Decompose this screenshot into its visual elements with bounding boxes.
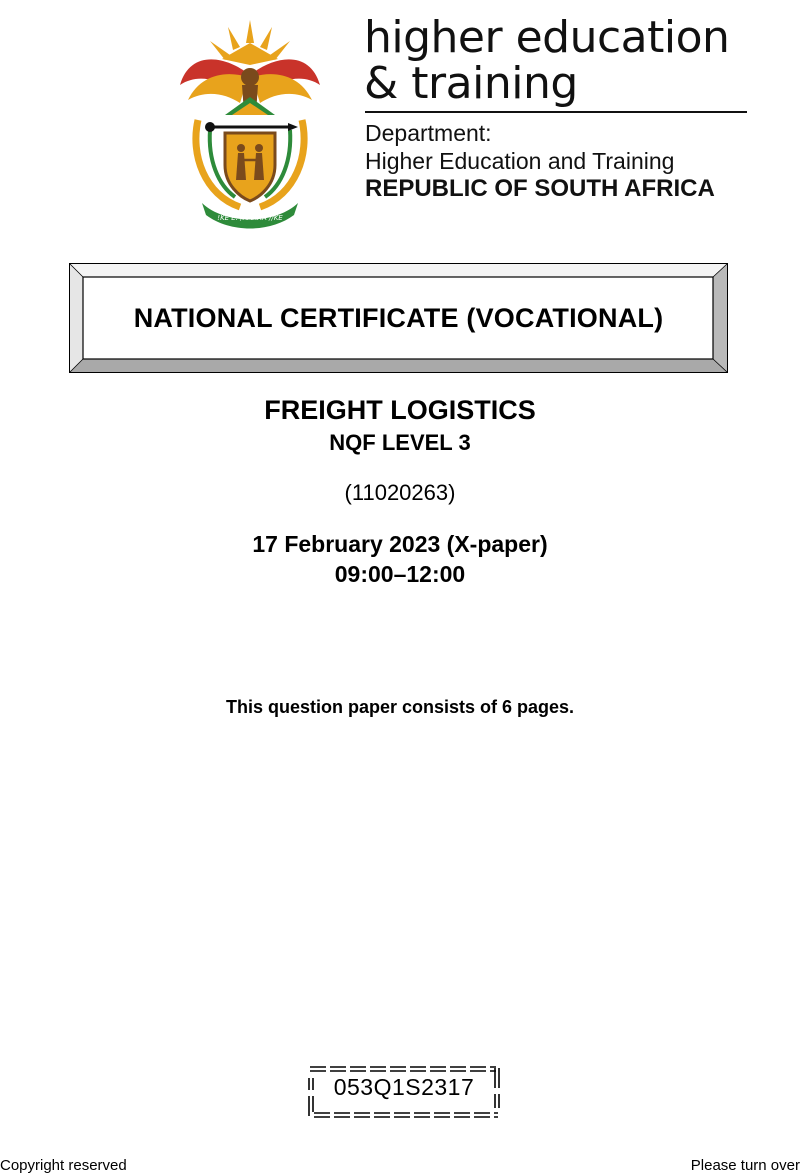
qualification-title: NATIONAL CERTIFICATE (VOCATIONAL) bbox=[133, 302, 664, 333]
department-name: Higher Education and Training bbox=[365, 148, 675, 174]
footer-copyright: Copyright reserved bbox=[0, 1157, 127, 1174]
paper-id: 053Q1S2317 bbox=[333, 1074, 475, 1100]
exam-time: 09:00–12:00 bbox=[334, 561, 466, 587]
subject-title: FREIGHT LOGISTICS bbox=[264, 395, 536, 425]
country-name: REPUBLIC OF SOUTH AFRICA bbox=[365, 175, 715, 202]
page-count-note: This question paper consists of 6 pages. bbox=[225, 697, 575, 717]
svg-text:!KE E: /XARRA //KE: !KE E: /XARRA //KE bbox=[217, 214, 283, 222]
coat-of-arms-icon bbox=[170, 15, 330, 230]
exam-date: 17 February 2023 (X-paper) bbox=[252, 531, 548, 557]
logo-line-training: & training bbox=[364, 58, 578, 109]
nqf-level: NQF LEVEL 3 bbox=[329, 430, 471, 455]
logo-line-higher-education: higher education bbox=[364, 12, 730, 63]
subject-code: (11020263) bbox=[344, 480, 456, 505]
department-label: Department: bbox=[365, 120, 492, 146]
footer-turn-over: Please turn over bbox=[690, 1157, 800, 1174]
header-divider bbox=[365, 111, 747, 113]
